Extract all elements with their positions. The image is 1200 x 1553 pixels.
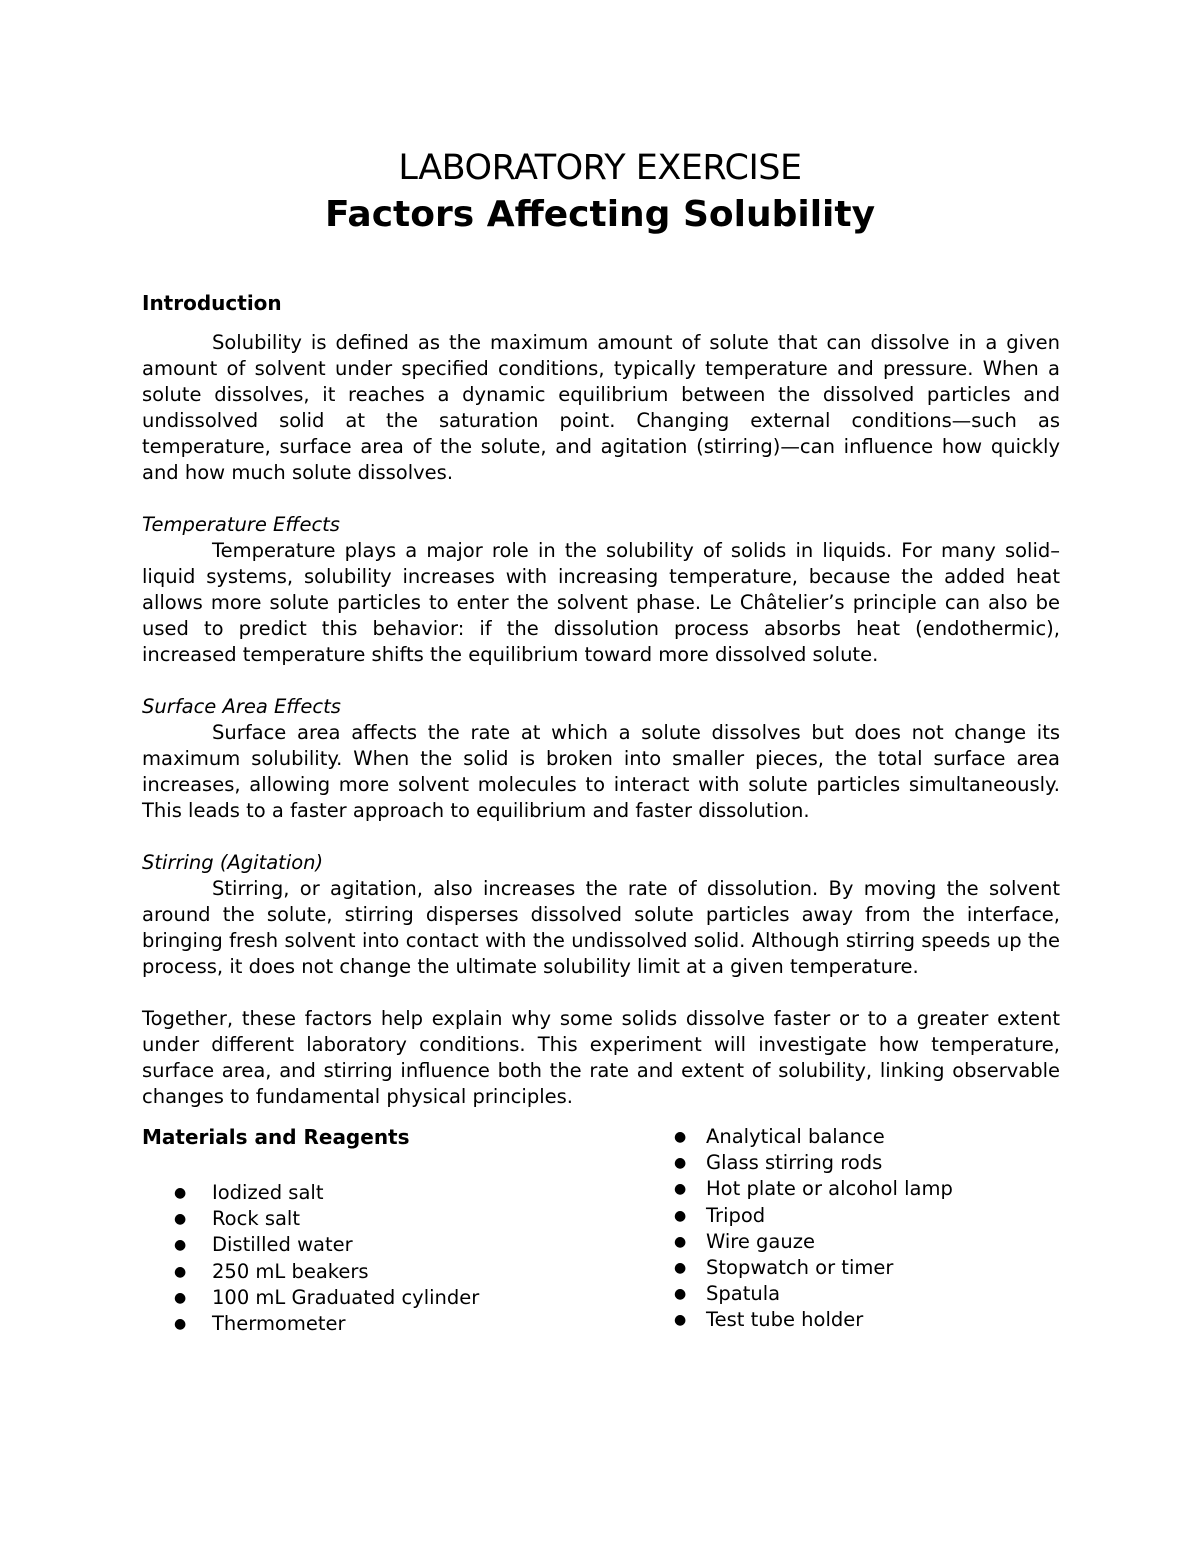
materials-list-item xyxy=(142,1232,602,1258)
materials-list-item xyxy=(672,1229,1072,1255)
materials-list-item xyxy=(142,1180,602,1206)
document-title-top: LABORATORY EXERCISE xyxy=(398,148,802,188)
surface-area-paragraph: Surface area affects the rate at which a solute dissolves but does not change its maximum solubility. When the solid is broken into smaller pieces, the total surface area increases, allowing more solvent molecules to interact with solute particles simultaneously. This leads to a faster approach to equilibrium and faster dissolution. xyxy=(142,721,1060,822)
temperature-section xyxy=(142,512,1060,668)
materials-item-label: 100 mL Graduated cylinder xyxy=(212,1285,480,1309)
bullet-icon: ● xyxy=(174,1263,187,1280)
materials-list-item xyxy=(142,1285,602,1311)
bullet-icon: ● xyxy=(174,1289,187,1306)
stirring-heading: Stirring (Agitation) xyxy=(142,851,324,874)
materials-left-list xyxy=(142,1180,602,1337)
materials-list-item xyxy=(672,1203,1072,1229)
summary-paragraph: Together, these factors help explain why some solids dissolve faster or to a greater extent under different laboratory conditions. This experiment will investigate how temperature, surface area, and stirring influence both the rate and extent of solubility, linking observable changes to fundamental physical principles. xyxy=(142,1007,1060,1108)
bullet-icon: ● xyxy=(674,1260,687,1277)
bullet-icon: ● xyxy=(674,1312,687,1329)
materials-item-label: Analytical balance xyxy=(706,1125,885,1148)
introduction-heading: Introduction xyxy=(142,291,282,315)
materials-item-label: Distilled water xyxy=(212,1233,353,1257)
materials-item-label: 250 mL beakers xyxy=(212,1259,369,1283)
bullet-icon: ● xyxy=(174,1316,187,1333)
materials-right-list xyxy=(672,1124,1072,1334)
materials-item-label: Rock salt xyxy=(212,1207,300,1231)
materials-list-item xyxy=(672,1124,1072,1150)
summary-section xyxy=(142,1006,1060,1110)
materials-item-label: Tripod xyxy=(706,1203,766,1227)
materials-list-item xyxy=(672,1176,1072,1202)
surface-area-heading: Surface Area Effects xyxy=(142,695,341,718)
materials-item-label: Hot plate or alcohol lamp xyxy=(706,1177,953,1201)
document-body xyxy=(142,290,1060,1136)
bullet-icon: ● xyxy=(174,1211,187,1228)
bullet-icon: ● xyxy=(174,1185,187,1201)
materials-item-label: Test tube holder xyxy=(706,1308,864,1332)
surface-area-section xyxy=(142,694,1060,824)
introduction-section xyxy=(142,290,1060,486)
materials-list-item xyxy=(142,1206,602,1232)
document-title-main: Factors Affecting Solubility xyxy=(324,194,876,235)
materials-left-column xyxy=(142,1124,602,1337)
materials-heading: Materials and Reagents xyxy=(142,1125,410,1149)
materials-item-label: Thermometer xyxy=(212,1312,346,1336)
bullet-icon: ● xyxy=(674,1286,687,1303)
bullet-icon: ● xyxy=(674,1129,687,1145)
stirring-section xyxy=(142,850,1060,980)
materials-list-item xyxy=(672,1307,1072,1333)
stirring-paragraph: Stirring, or agitation, also increases the rate of dissolution. By moving the solvent around the solute, stirring disperses dissolved solute particles away from the interface, bringing fresh solvent into contact with the undissolved solid. Although stirring speeds up the process, it does not change the ultimate solubility limit at a given temperature. xyxy=(142,877,1060,978)
materials-item-label: Spatula xyxy=(706,1282,781,1306)
materials-item-label: Stopwatch or timer xyxy=(706,1256,894,1280)
materials-list-item xyxy=(142,1311,602,1337)
materials-list-item xyxy=(142,1259,602,1285)
bullet-icon: ● xyxy=(674,1233,687,1250)
materials-right-column xyxy=(672,1124,1072,1334)
materials-list-item xyxy=(672,1281,1072,1307)
introduction-paragraph: Solubility is defined as the maximum amount of solute that can dissolve in a given amount of solvent under specified conditions, typically temperature and pressure. When a solute dissolves, it reaches a dynamic equilibrium between the dissolved particles and undissolved solid at the saturation point. Changing external conditions—such as temperature, surface area of the solute, and agitation (stirring)—can influence how quickly and how much solute dissolves. xyxy=(142,331,1060,484)
materials-item-label: Iodized salt xyxy=(212,1181,324,1204)
materials-item-label: Glass stirring rods xyxy=(706,1151,883,1175)
materials-list-item xyxy=(672,1255,1072,1281)
bullet-icon: ● xyxy=(674,1181,687,1198)
temperature-paragraph: Temperature plays a major role in the solubility of solids in liquids. For many solid–liquid systems, solubility increases with increasing temperature, because the added heat allows more solute particles to enter the solvent phase. Le Châtelier’s principle can also be used to predict this behavior: if the dissolution process absorbs heat (endothermic), increased temperature shifts the equilibrium toward more dissolved solute. xyxy=(142,539,1060,666)
bullet-icon: ● xyxy=(674,1155,687,1172)
bullet-icon: ● xyxy=(174,1237,187,1254)
temperature-heading: Temperature Effects xyxy=(142,513,340,536)
bullet-icon: ● xyxy=(674,1207,687,1224)
materials-item-label: Wire gauze xyxy=(706,1229,815,1253)
materials-list-item xyxy=(672,1150,1072,1176)
